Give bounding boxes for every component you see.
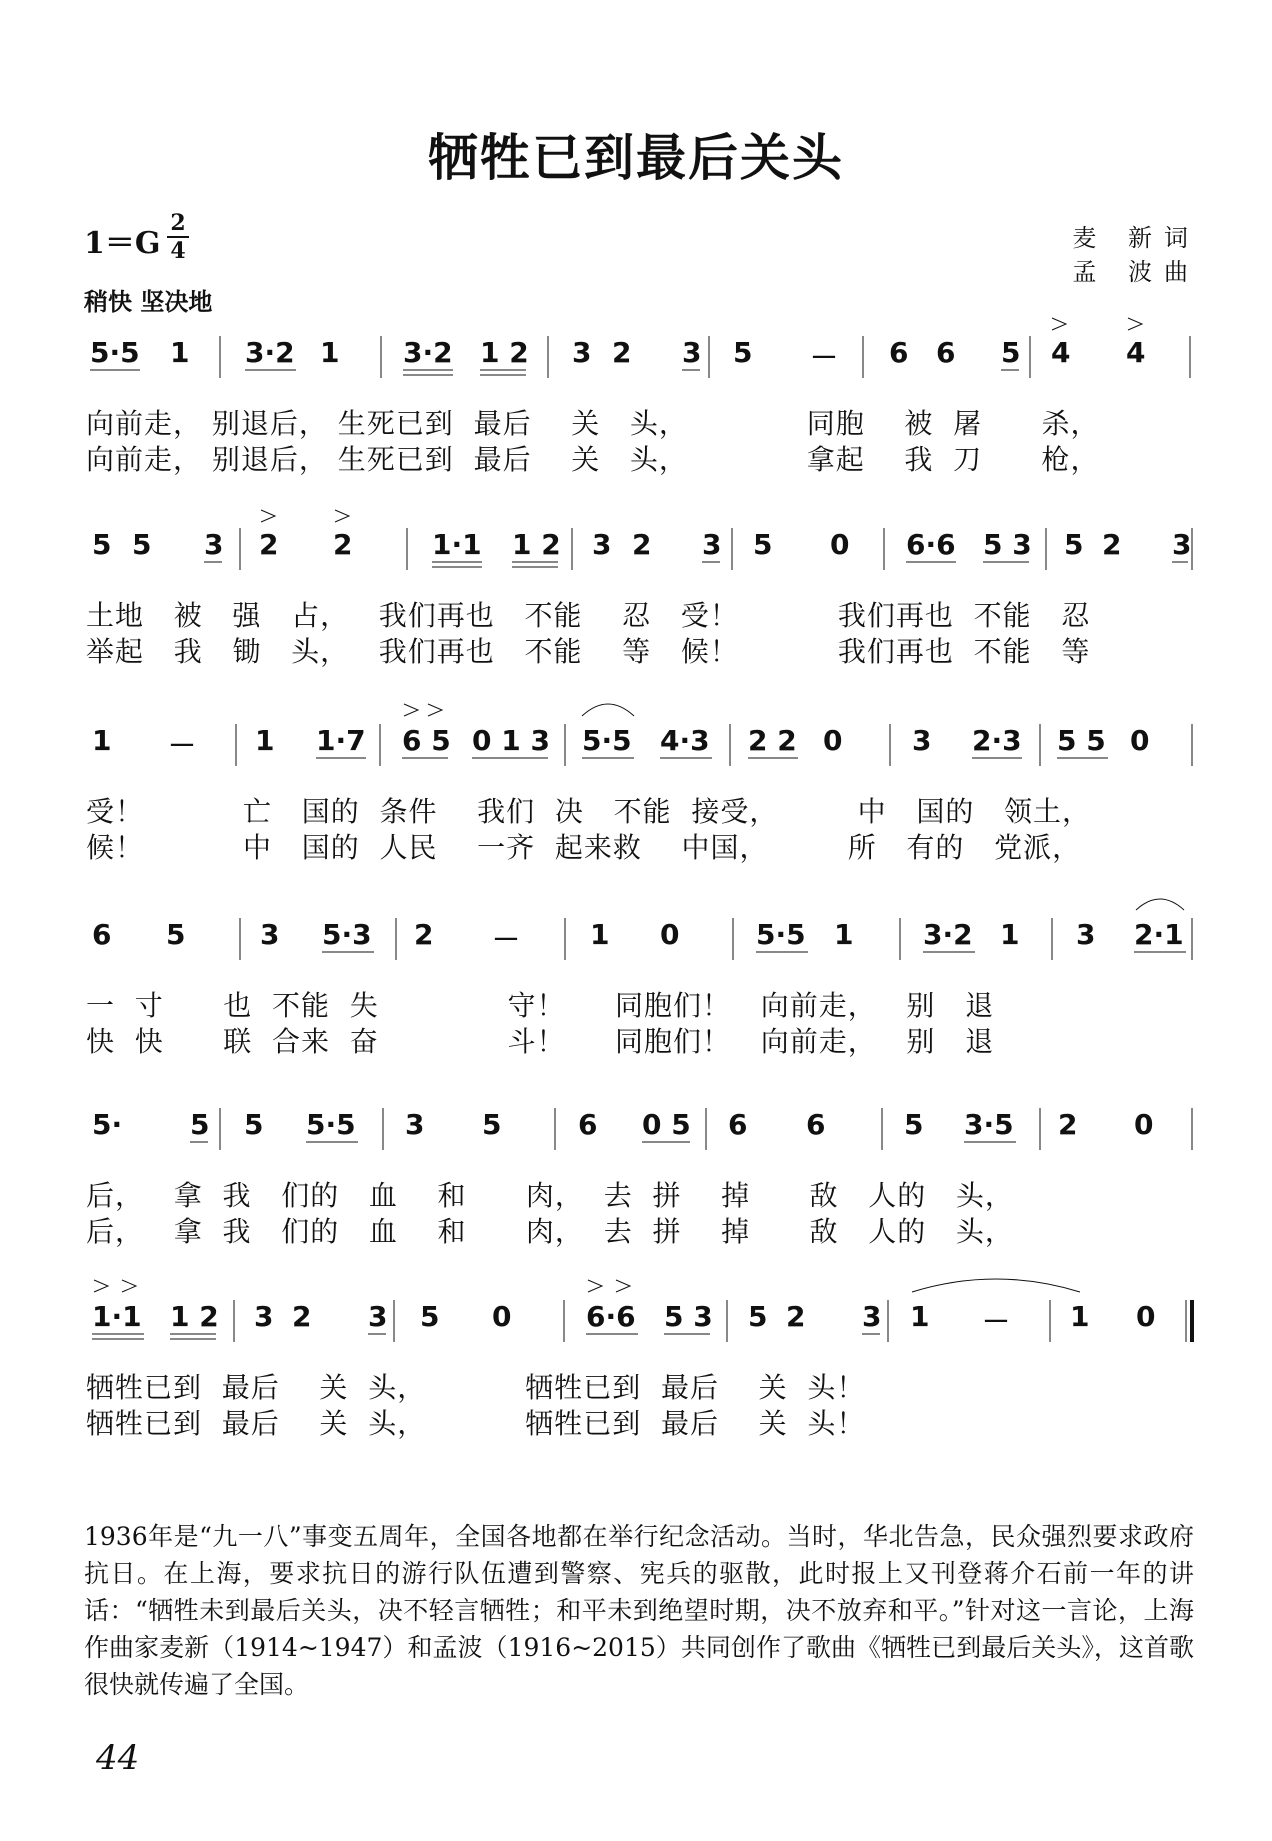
note: 1: [320, 336, 340, 369]
note: 3·2: [245, 336, 295, 369]
notation-marks: [0, 306, 1272, 396]
note: 3·2: [923, 918, 973, 951]
note: 1: [590, 918, 610, 951]
note: 2: [786, 1300, 806, 1333]
note: 0: [1136, 1300, 1156, 1333]
note: 3: [1172, 528, 1192, 561]
note: 3: [862, 1300, 882, 1333]
note: 2·1: [1134, 918, 1184, 951]
note: 0: [660, 918, 680, 951]
background-paragraph: 1936年是“九一八”事变五周年，全国各地都在举行纪念活动。当时，华北告急，民众强烈要求政府抗日。在上海，要求抗日的游行队伍遭到警察、宪兵的驱散，此时报上又刊登蒋介石前一年的讲话：“牺牲未到最后关头，决不轻言牺牲；和平未到绝望时期，决不放弃和平。”针对这一言论，上海作曲家麦新（1914~1947）和孟波（1916~2015）共同创作了歌曲《牺牲已到最后关头》，这首歌很快就传遍了全国。: [84, 1522, 1194, 1699]
note: 4·3: [660, 724, 710, 757]
note: －: [810, 341, 839, 374]
note: 5·5: [90, 336, 140, 369]
note: 3: [702, 528, 722, 561]
note: 5·5: [582, 724, 632, 757]
time-signature: [167, 210, 189, 264]
note: 5: [244, 1108, 264, 1141]
accent-mark: [335, 510, 349, 522]
tempo-marking: 稍快 坚决地: [84, 288, 213, 316]
note: 2: [259, 528, 279, 561]
note: 3: [592, 528, 612, 561]
note: 6: [889, 336, 909, 369]
tie-mark: [912, 1279, 1080, 1292]
note: 1: [1000, 918, 1020, 951]
note: 4: [1126, 336, 1146, 369]
lyrics-verse-2: 牺牲已到 最后 关 头， 牺牲已到 最后 关 头！: [86, 1407, 866, 1440]
accent-mark: [122, 1280, 136, 1292]
note: 2: [632, 528, 652, 561]
note: 5: [420, 1300, 440, 1333]
note: －: [492, 923, 521, 956]
note: 1: [910, 1300, 930, 1333]
accent-mark: [588, 1280, 602, 1292]
note: 3: [405, 1108, 425, 1141]
accent-mark: [94, 1280, 108, 1292]
note: 3: [682, 336, 702, 369]
note: 5 3: [983, 528, 1032, 561]
note: 1: [92, 724, 112, 757]
note: 3·5: [964, 1108, 1014, 1141]
lyrics-verse-2: 快 快 联 合来 奋 斗！ 同胞们！ 向前走， 别 退: [86, 1025, 995, 1058]
accent-mark: [616, 1280, 630, 1292]
lyrics-verse-1: 牺牲已到 最后 关 头， 牺牲已到 最后 关 头！: [86, 1371, 866, 1404]
note: 5: [904, 1108, 924, 1141]
accent-mark: [1052, 318, 1066, 330]
note: 5: [753, 528, 773, 561]
accent-mark: [404, 704, 418, 716]
note: 2: [292, 1300, 312, 1333]
note: 1·1: [92, 1300, 142, 1333]
page-number: 44: [96, 1738, 140, 1778]
note: 3: [254, 1300, 274, 1333]
note: 1: [170, 336, 190, 369]
slur-mark: [1136, 899, 1184, 910]
note: 1 2: [480, 336, 529, 369]
note: 5: [132, 528, 152, 561]
lyrics-verse-2: 向前走， 别退后， 生死已到 最后 关 头， 拿起 我 刀 枪，: [86, 443, 1100, 476]
note: 0 1 3: [472, 724, 550, 757]
note: 2 2: [748, 724, 797, 757]
note: 3: [204, 528, 224, 561]
note: 5: [482, 1108, 502, 1141]
note: 6: [728, 1108, 748, 1141]
notation-marks: [0, 1078, 1272, 1168]
time-signature-top: 2: [170, 210, 186, 236]
note: －: [168, 729, 197, 762]
key-signature: 1＝G: [84, 226, 161, 261]
slur-mark: [582, 704, 634, 716]
note: 0: [830, 528, 850, 561]
note: 0: [492, 1300, 512, 1333]
note: 6: [92, 918, 112, 951]
accent-mark: [1128, 318, 1142, 330]
note: 5 3: [664, 1300, 713, 1333]
note: 5·5: [306, 1108, 356, 1141]
note: 4: [1051, 336, 1071, 369]
note: 2·3: [972, 724, 1022, 757]
lyrics-verse-1: 一 寸 也 不能 失 守！ 同胞们！ 向前走， 别 退: [86, 989, 995, 1022]
accent-mark: [261, 510, 275, 522]
note: 6: [806, 1108, 826, 1141]
notation-marks: [0, 888, 1272, 978]
note: 5·: [92, 1108, 123, 1141]
lyrics-verse-1: 受！ 亡 国的 条件 我们 决 不能 接受， 中 国的 领土，: [86, 795, 1092, 828]
lyrics-verse-2: 候！ 中 国的 人民 一齐 起来救 中国， 所 有的 党派，: [86, 831, 1082, 864]
note: 6: [936, 336, 956, 369]
note: 5: [1001, 336, 1021, 369]
note: 1·7: [316, 724, 366, 757]
song-title: 牺牲已到最后关头: [428, 129, 844, 187]
note: 2: [1058, 1108, 1078, 1141]
lyrics-verse-2: 后， 拿 我 们的 血 和 肉， 去 拼 掉 敌 人的 头，: [86, 1215, 1014, 1248]
note: 3: [572, 336, 592, 369]
note: 3: [1076, 918, 1096, 951]
notation-marks: [0, 498, 1272, 588]
lyrics-verse-1: 土地 被 强 占， 我们再也 不能 忍 受！ 我们再也 不能 忍: [86, 599, 1091, 632]
note: 5: [190, 1108, 210, 1141]
note: 2: [333, 528, 353, 561]
note: 5 5: [1057, 724, 1106, 757]
note: 2: [414, 918, 434, 951]
note: 1: [1070, 1300, 1090, 1333]
note: 1: [255, 724, 275, 757]
composer-credit: 孟 波曲: [1072, 258, 1200, 286]
note: 5: [166, 918, 186, 951]
note: 6·6: [906, 528, 956, 561]
notation-marks: [0, 694, 1272, 784]
note: 1: [834, 918, 854, 951]
note: 1 2: [170, 1300, 219, 1333]
note: 5: [748, 1300, 768, 1333]
note: 5·3: [322, 918, 372, 951]
note: 0: [1134, 1108, 1154, 1141]
lyrics-verse-1: 向前走， 别退后， 生死已到 最后 关 头， 同胞 被 屠 杀，: [86, 407, 1100, 440]
lyrics-verse-2: 举起 我 锄 头， 我们再也 不能 等 候！ 我们再也 不能 等: [86, 635, 1091, 668]
time-signature-bottom: 4: [170, 238, 186, 264]
note: 6: [578, 1108, 598, 1141]
note: 5: [92, 528, 112, 561]
note: 3·2: [403, 336, 453, 369]
accent-mark: [428, 704, 442, 716]
lyrics-verse-1: 后， 拿 我 们的 血 和 肉， 去 拼 掉 敌 人的 头，: [86, 1179, 1014, 1212]
note: 2: [1102, 528, 1122, 561]
note: －: [982, 1305, 1011, 1338]
note: 6·6: [586, 1300, 636, 1333]
note: 3: [368, 1300, 388, 1333]
note: 1·1: [432, 528, 482, 561]
note: 0: [823, 724, 843, 757]
note: 5: [733, 336, 753, 369]
note: 5·5: [756, 918, 806, 951]
lyricist-credit: 麦 新词: [1072, 224, 1200, 252]
note: 0: [1130, 724, 1150, 757]
note: 5: [1064, 528, 1084, 561]
note: 2: [612, 336, 632, 369]
note: 3: [912, 724, 932, 757]
notation-marks: [0, 1270, 1272, 1360]
note: 1 2: [512, 528, 561, 561]
note: 0 5: [642, 1108, 691, 1141]
note: 3: [260, 918, 280, 951]
note: 6 5: [402, 724, 451, 757]
